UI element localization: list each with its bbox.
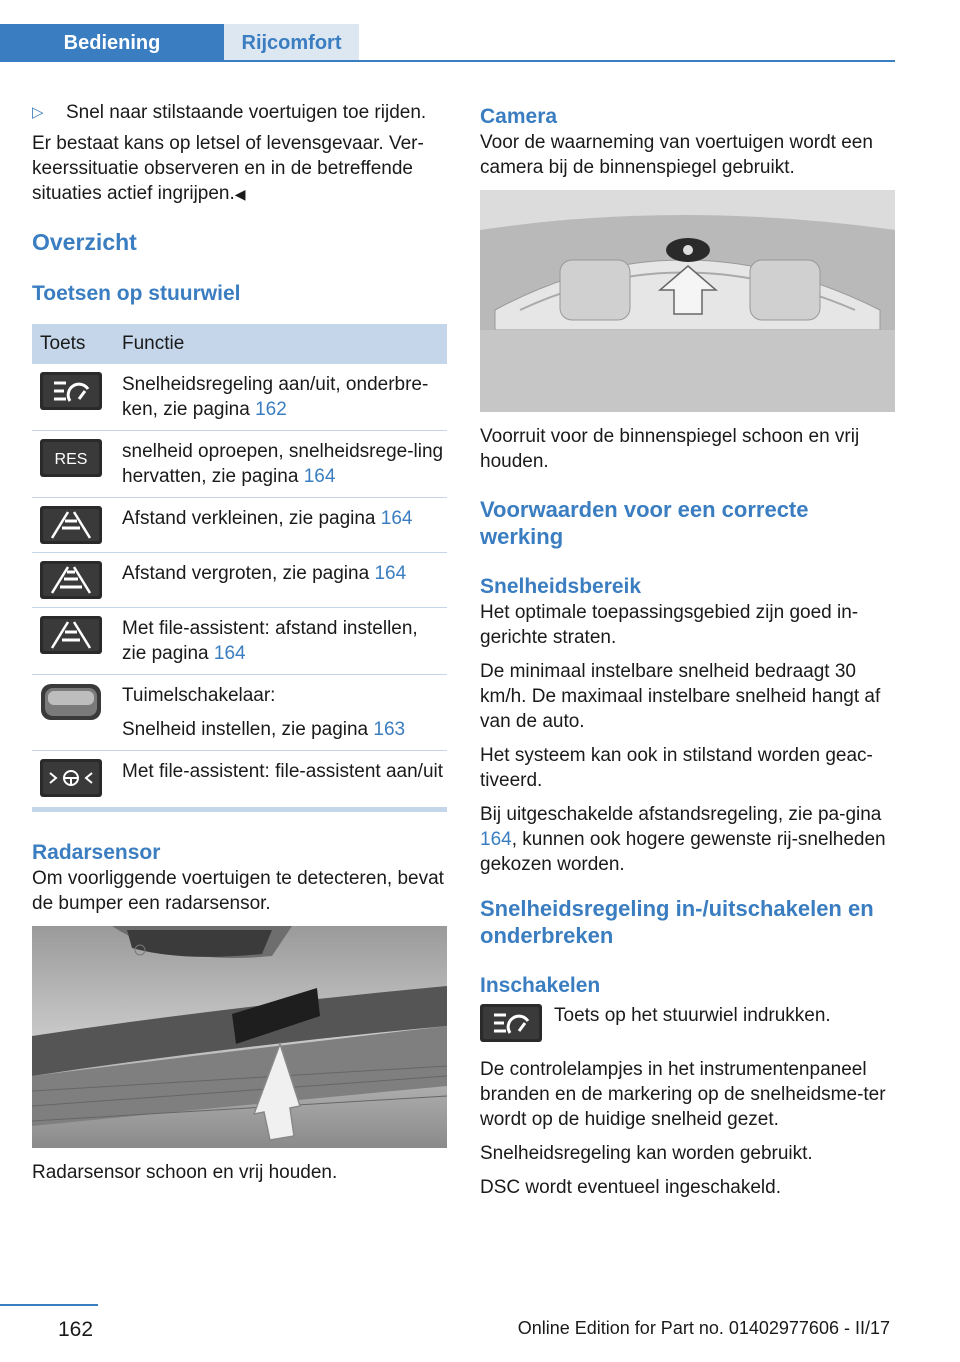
speed-range-p4 [480, 802, 895, 877]
heading-camera: Camera [480, 105, 558, 128]
header-rule [0, 60, 895, 62]
row-text: Met file-assistent: afstand instellen, zie pagina [122, 618, 418, 664]
bullet-text: Snel naar stilstaande voertuigen toe rijden. [66, 102, 427, 123]
cruise-control-icon [480, 1003, 542, 1043]
res-icon-label: RES [54, 451, 88, 468]
heading-conditions: Voorwaarden voor een correcte werking [480, 497, 809, 549]
table-row [32, 364, 447, 431]
col-header-key: Toets [32, 324, 122, 364]
heading-overview: Overzicht [32, 229, 137, 255]
left-column [32, 100, 447, 1194]
cruise-control-icon [40, 372, 102, 410]
page-link[interactable]: 164 [303, 466, 336, 487]
header-bar [0, 0, 895, 62]
table-row [32, 553, 447, 608]
radar-caption: Radarsensor schoon en vrij houden. [32, 1162, 338, 1183]
page-link[interactable]: 164 [480, 829, 512, 850]
row-text: snelheid oproepen, snelheidsrege‐ling hervatten, zie pagina [122, 441, 444, 487]
tab-rijcomfort[interactable]: Rijcomfort [224, 24, 359, 62]
enable-row [480, 1003, 895, 1043]
camera-photo [480, 190, 895, 412]
row-text: Afstand vergroten, zie pagina [122, 563, 375, 584]
row-text: Met file-assistent: file-assistent aan/uit [122, 761, 444, 782]
speed-range-p3: Het systeem kan ook in stilstand worden geac‐tiveerd. [480, 745, 873, 791]
page-link[interactable]: 162 [255, 399, 287, 420]
page-number: 162 [58, 1318, 94, 1341]
table-row [32, 498, 447, 553]
speed-range-p1: Het optimale toepassingsgebied zijn goed in‐gerichte straten. [480, 602, 859, 648]
table-row [32, 608, 447, 675]
traffic-jam-assistant-icon [40, 759, 102, 797]
page-link[interactable]: 163 [373, 719, 406, 740]
col-header-function: Functie [122, 324, 447, 364]
radar-text: Om voorliggende voertuigen te detecteren, bevat de bumper een radarsensor. [32, 868, 444, 914]
warning-body: Er bestaat kans op letsel of levensgevaar. Ver‐keerssituatie observeren en in de betreffende situaties actief ingrijpen. [32, 133, 424, 204]
heading-radar: Radarsensor [32, 841, 161, 864]
bullet-item [32, 100, 447, 125]
enable-p3: DSC wordt eventueel ingeschakeld. [480, 1177, 782, 1198]
rocker-switch-icon [40, 683, 102, 721]
row-text: Afstand verkleinen, zie pagina [122, 508, 381, 529]
enable-text: Toets op het stuurwiel indrukken. [554, 1005, 831, 1026]
right-column [480, 104, 895, 1209]
table-row [32, 675, 447, 751]
radar-sensor-photo [32, 926, 447, 1148]
camera-caption: Voorruit voor de binnenspiegel schoon en vrij houden. [480, 426, 860, 472]
heading-switch: Snelheidsregeling in-/uitschakelen en onderbreken [480, 896, 874, 948]
page-link[interactable]: 164 [380, 508, 413, 529]
row-text: Tuimelschakelaar: [122, 685, 276, 706]
distance-increase-icon [40, 561, 102, 599]
keys-table [32, 324, 447, 812]
speed-range-p4-a: Bij uitgeschakelde afstandsregeling, zie pa‐gina [480, 804, 882, 825]
bullet-triangle-icon: ▷ [32, 104, 44, 121]
camera-text: Voor de waarneming van voertuigen wordt een camera bij de binnenspiegel gebruikt. [480, 132, 873, 178]
row-text-2: Snelheid instellen, zie pagina [122, 719, 374, 740]
enable-p2: Snelheidsregeling kan worden gebruikt. [480, 1143, 813, 1164]
table-row [32, 751, 447, 810]
heading-keys: Toetsen op stuurwiel [32, 282, 241, 305]
page-link[interactable]: 164 [374, 563, 407, 584]
heading-speed-range: Snelheidsbereik [480, 575, 642, 598]
footer-rule [0, 1304, 98, 1306]
enable-p1: De controlelampjes in het instrumentenpaneel branden en de markering op de snelheidsme‐ter wordt op de huidige snelheid gezet. [480, 1059, 886, 1130]
table-header-row [32, 324, 447, 364]
speed-range-p4-b: , kunnen ook hogere gewenste rij‐snelheden gekozen worden. [480, 829, 886, 875]
speed-range-p2: De minimaal instelbare snelheid bedraagt 30 km/h. De maximaal instelbare snelheid hangt af van de auto. [480, 661, 881, 732]
res-button-icon [40, 439, 102, 477]
distance-set-icon [40, 616, 102, 654]
warning-text [32, 131, 447, 207]
tab-bediening[interactable]: Bediening [0, 24, 224, 62]
edition-text: Online Edition for Part no. 01402977606 - II/17 [517, 1318, 890, 1338]
heading-enable: Inschakelen [480, 974, 601, 997]
page-link[interactable]: 164 [213, 643, 246, 664]
end-mark-icon: ◀ [234, 186, 246, 202]
row-text: Snelheidsregeling aan/uit, onderbre‐ken, zie pagina [122, 374, 429, 420]
distance-decrease-icon [40, 506, 102, 544]
table-row [32, 431, 447, 498]
